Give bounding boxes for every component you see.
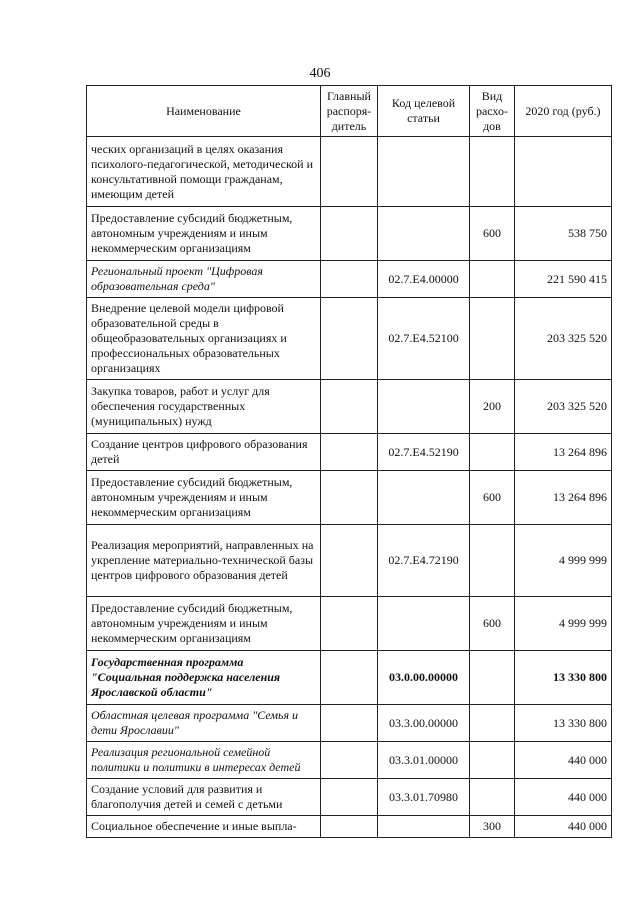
cell-expense-type	[470, 137, 515, 207]
cell-expense-type: 600	[470, 471, 515, 525]
cell-target-code: 03.3.00.00000	[378, 705, 470, 742]
cell-main-manager	[320, 471, 377, 525]
table-row	[87, 434, 612, 471]
cell-expense-type	[470, 779, 515, 816]
cell-target-code	[378, 597, 470, 651]
cell-name: Реализация региональной семейной политики и политики в интересах детей	[87, 742, 321, 779]
cell-target-code: 03.0.00.00000	[378, 651, 470, 705]
cell-main-manager	[320, 651, 377, 705]
cell-main-manager	[320, 137, 377, 207]
cell-target-code: 02.7.Е4.52100	[378, 298, 470, 380]
cell-target-code	[378, 816, 470, 838]
cell-name: Предоставление субсидий бюджетным, автономным учреждениям и иным некоммерческим организациям	[87, 207, 321, 261]
cell-amount: 13 330 800	[514, 705, 611, 742]
cell-main-manager	[320, 298, 377, 380]
cell-amount: 13 264 896	[514, 434, 611, 471]
table-row	[87, 742, 612, 779]
cell-target-code: 02.7.Е4.52190	[378, 434, 470, 471]
table-row	[87, 597, 612, 651]
cell-amount	[514, 137, 611, 207]
cell-name: Государственная программа "Социальная поддержка населения Ярославской области"	[87, 651, 321, 705]
table-row	[87, 380, 612, 434]
table-row	[87, 207, 612, 261]
table-row	[87, 705, 612, 742]
table-row	[87, 651, 612, 705]
cell-name: Закупка товаров, работ и услуг для обеспечения государственных (муниципальных) нужд	[87, 380, 321, 434]
cell-main-manager	[320, 705, 377, 742]
cell-expense-type	[470, 705, 515, 742]
cell-main-manager	[320, 525, 377, 597]
cell-amount: 203 325 520	[514, 298, 611, 380]
table-row	[87, 816, 612, 838]
page-number: 406	[309, 66, 331, 81]
cell-main-manager	[320, 779, 377, 816]
cell-main-manager	[320, 261, 377, 298]
cell-amount: 13 330 800	[514, 651, 611, 705]
cell-amount: 440 000	[514, 779, 611, 816]
cell-expense-type: 300	[470, 816, 515, 838]
cell-target-code	[378, 207, 470, 261]
cell-name: Создание центров цифрового образования детей	[87, 434, 321, 471]
budget-table	[86, 85, 612, 838]
cell-amount: 203 325 520	[514, 380, 611, 434]
cell-target-code: 03.3.01.70980	[378, 779, 470, 816]
table-header-row	[87, 86, 612, 137]
cell-target-code	[378, 137, 470, 207]
cell-main-manager	[320, 207, 377, 261]
cell-name: Предоставление субсидий бюджетным, автономным учреждениям и иным некоммерческим организациям	[87, 597, 321, 651]
cell-amount: 4 999 999	[514, 597, 611, 651]
cell-name: Предоставление субсидий бюджетным, автономным учреждениям и иным некоммерческим организациям	[87, 471, 321, 525]
header-target-code: Код целевой статьи	[378, 86, 470, 137]
table-row	[87, 525, 612, 597]
cell-expense-type: 600	[470, 207, 515, 261]
cell-amount: 538 750	[514, 207, 611, 261]
cell-name: ческих организаций в целях оказания психолого-педагогической, методической и консультативной помощи гражданам, имеющим детей	[87, 137, 321, 207]
cell-amount: 4 999 999	[514, 525, 611, 597]
table-body	[87, 137, 612, 838]
cell-expense-type	[470, 298, 515, 380]
cell-name: Реализация мероприятий, направленных на укрепление материально-технической базы центров цифрового образования детей	[87, 525, 321, 597]
cell-target-code: 03.3.01.00000	[378, 742, 470, 779]
cell-name: Социальное обеспечение и иные выпла-	[87, 816, 321, 838]
cell-main-manager	[320, 742, 377, 779]
header-main-manager: Главный распоря-дитель	[320, 86, 377, 137]
table-row	[87, 261, 612, 298]
cell-name: Создание условий для развития и благополучия детей и семей с детьми	[87, 779, 321, 816]
cell-expense-type	[470, 651, 515, 705]
table-row	[87, 471, 612, 525]
cell-main-manager	[320, 597, 377, 651]
cell-name: Областная целевая программа "Семья и дети Ярославии"	[87, 705, 321, 742]
cell-expense-type: 200	[470, 380, 515, 434]
cell-expense-type	[470, 525, 515, 597]
cell-expense-type	[470, 434, 515, 471]
table-row	[87, 137, 612, 207]
cell-target-code: 02.7.Е4.00000	[378, 261, 470, 298]
cell-target-code	[378, 380, 470, 434]
cell-amount: 221 590 415	[514, 261, 611, 298]
cell-target-code: 02.7.Е4.72190	[378, 525, 470, 597]
cell-expense-type	[470, 261, 515, 298]
table-row	[87, 298, 612, 380]
header-name: Наименование	[87, 86, 321, 137]
cell-main-manager	[320, 380, 377, 434]
cell-main-manager	[320, 816, 377, 838]
header-amount-2020: 2020 год (руб.)	[514, 86, 611, 137]
cell-name: Региональный проект "Цифровая образовательная среда"	[87, 261, 321, 298]
table-row	[87, 779, 612, 816]
cell-expense-type	[470, 742, 515, 779]
cell-amount: 440 000	[514, 742, 611, 779]
cell-amount: 440 000	[514, 816, 611, 838]
header-expense-type: Вид расхо-дов	[470, 86, 515, 137]
cell-expense-type: 600	[470, 597, 515, 651]
cell-amount: 13 264 896	[514, 471, 611, 525]
cell-target-code	[378, 471, 470, 525]
cell-name: Внедрение целевой модели цифровой образовательной среды в общеобразовательных организациях и профессиональных образовательных организациях	[87, 298, 321, 380]
cell-main-manager	[320, 434, 377, 471]
